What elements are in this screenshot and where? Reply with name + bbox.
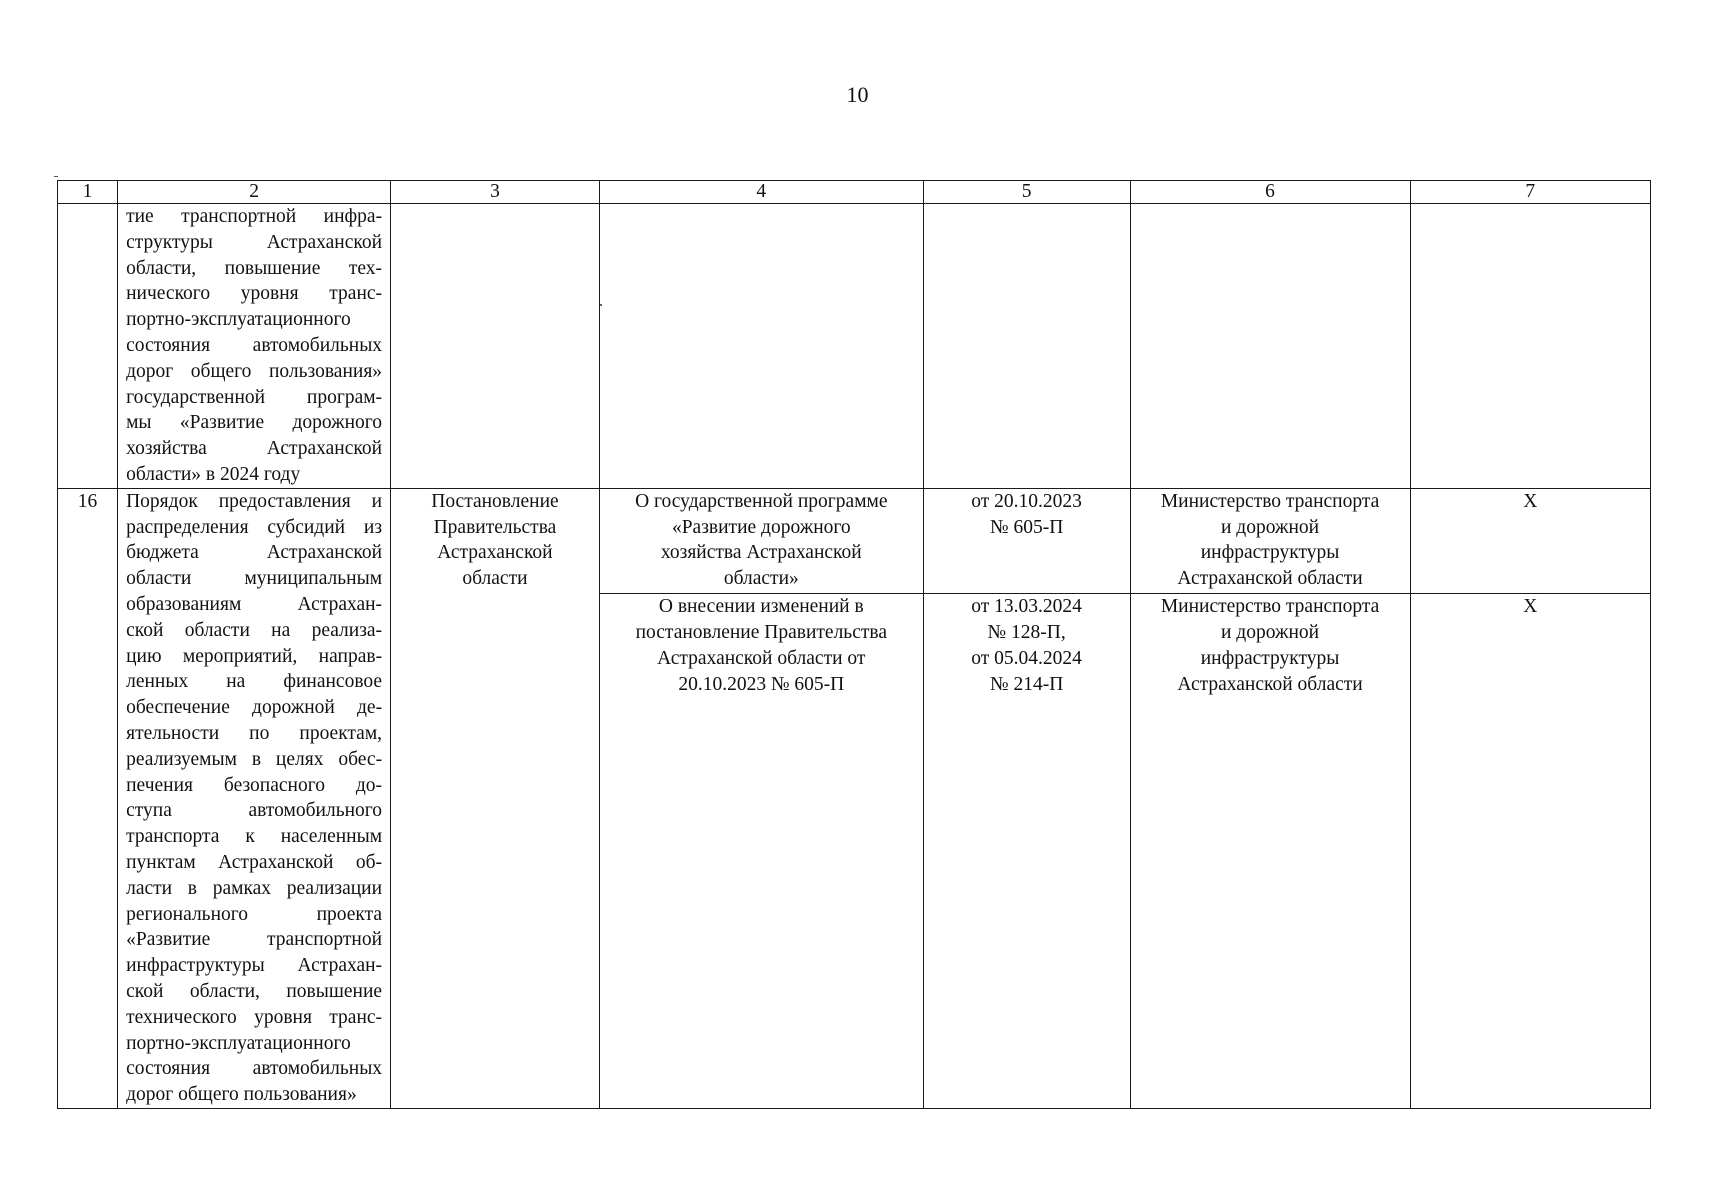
cell-number [58,204,118,489]
cell-number: 16 [58,488,118,1108]
column-header: 5 [923,181,1130,204]
cell-authority [1130,204,1410,489]
column-header: 6 [1130,181,1410,204]
cell-document-date: от 13.03.2024 № 128-П, от 05.04.2024 № 214-П [923,594,1130,1109]
cell-authority: Министерство транспорта и дорожной инфраструктуры Астраханской области [1130,594,1410,1109]
cell-document-type [391,204,600,489]
cell-document-title: О государственной программе «Развитие дорожного хозяйства Астраханской области» [599,488,923,593]
cell-document-title: О внесении изменений в постановление Правительства Астраханской области от 20.10.2023 № 605-П [599,594,923,1109]
scan-mark [54,176,58,177]
cell-col7: X [1410,488,1650,593]
document-table [57,180,1651,1109]
page-number: 10 [846,82,869,107]
column-header: 3 [391,181,600,204]
column-header: 4 [599,181,923,204]
column-header: 1 [58,181,118,204]
cell-col7: X [1410,594,1650,1109]
column-header: 2 [118,181,391,204]
cell-document-date [923,204,1130,489]
table-header-row [58,181,1651,204]
table-row-continuation [58,204,1651,489]
cell-document-title [599,204,923,489]
column-header: 7 [1410,181,1650,204]
cell-description: тие транспортной инфра- структуры Астраханской области, повышение тех- нического уровня транс- портно-эксплуатационного состояния автомобильных дорог общего пользования» государственной програм- мы «Развитие дорожного хозяйства Астраханской области» в 2024 году [118,204,391,489]
table-row-16 [58,488,1651,593]
cell-description: Порядок предоставления и распределения субсидий из бюджета Астраханской области муниципальным образованиям Астрахан- ской области на реализа- цию мероприятий, направ- ленных на финансовое обеспечение дорожной де- ятельности по проектам, реализуемым в целях обес- печения безопасного до- ступа автомобильного транспорта к населенным пунктам Астраханской об- ласти в рамках реализации регионального проекта «Развитие транспортной инфраструктуры Астрахан- ской области, повышение технического уровня транс- портно-эксплуатационного состояния автомобильных дорог общего пользования» [118,488,391,1108]
cell-document-type: Постановление Правительства Астраханской области [391,488,600,1108]
cell-col7 [1410,204,1650,489]
cell-authority: Министерство транспорта и дорожной инфраструктуры Астраханской области [1130,488,1410,593]
cell-document-date: от 20.10.2023 № 605-П [923,488,1130,593]
